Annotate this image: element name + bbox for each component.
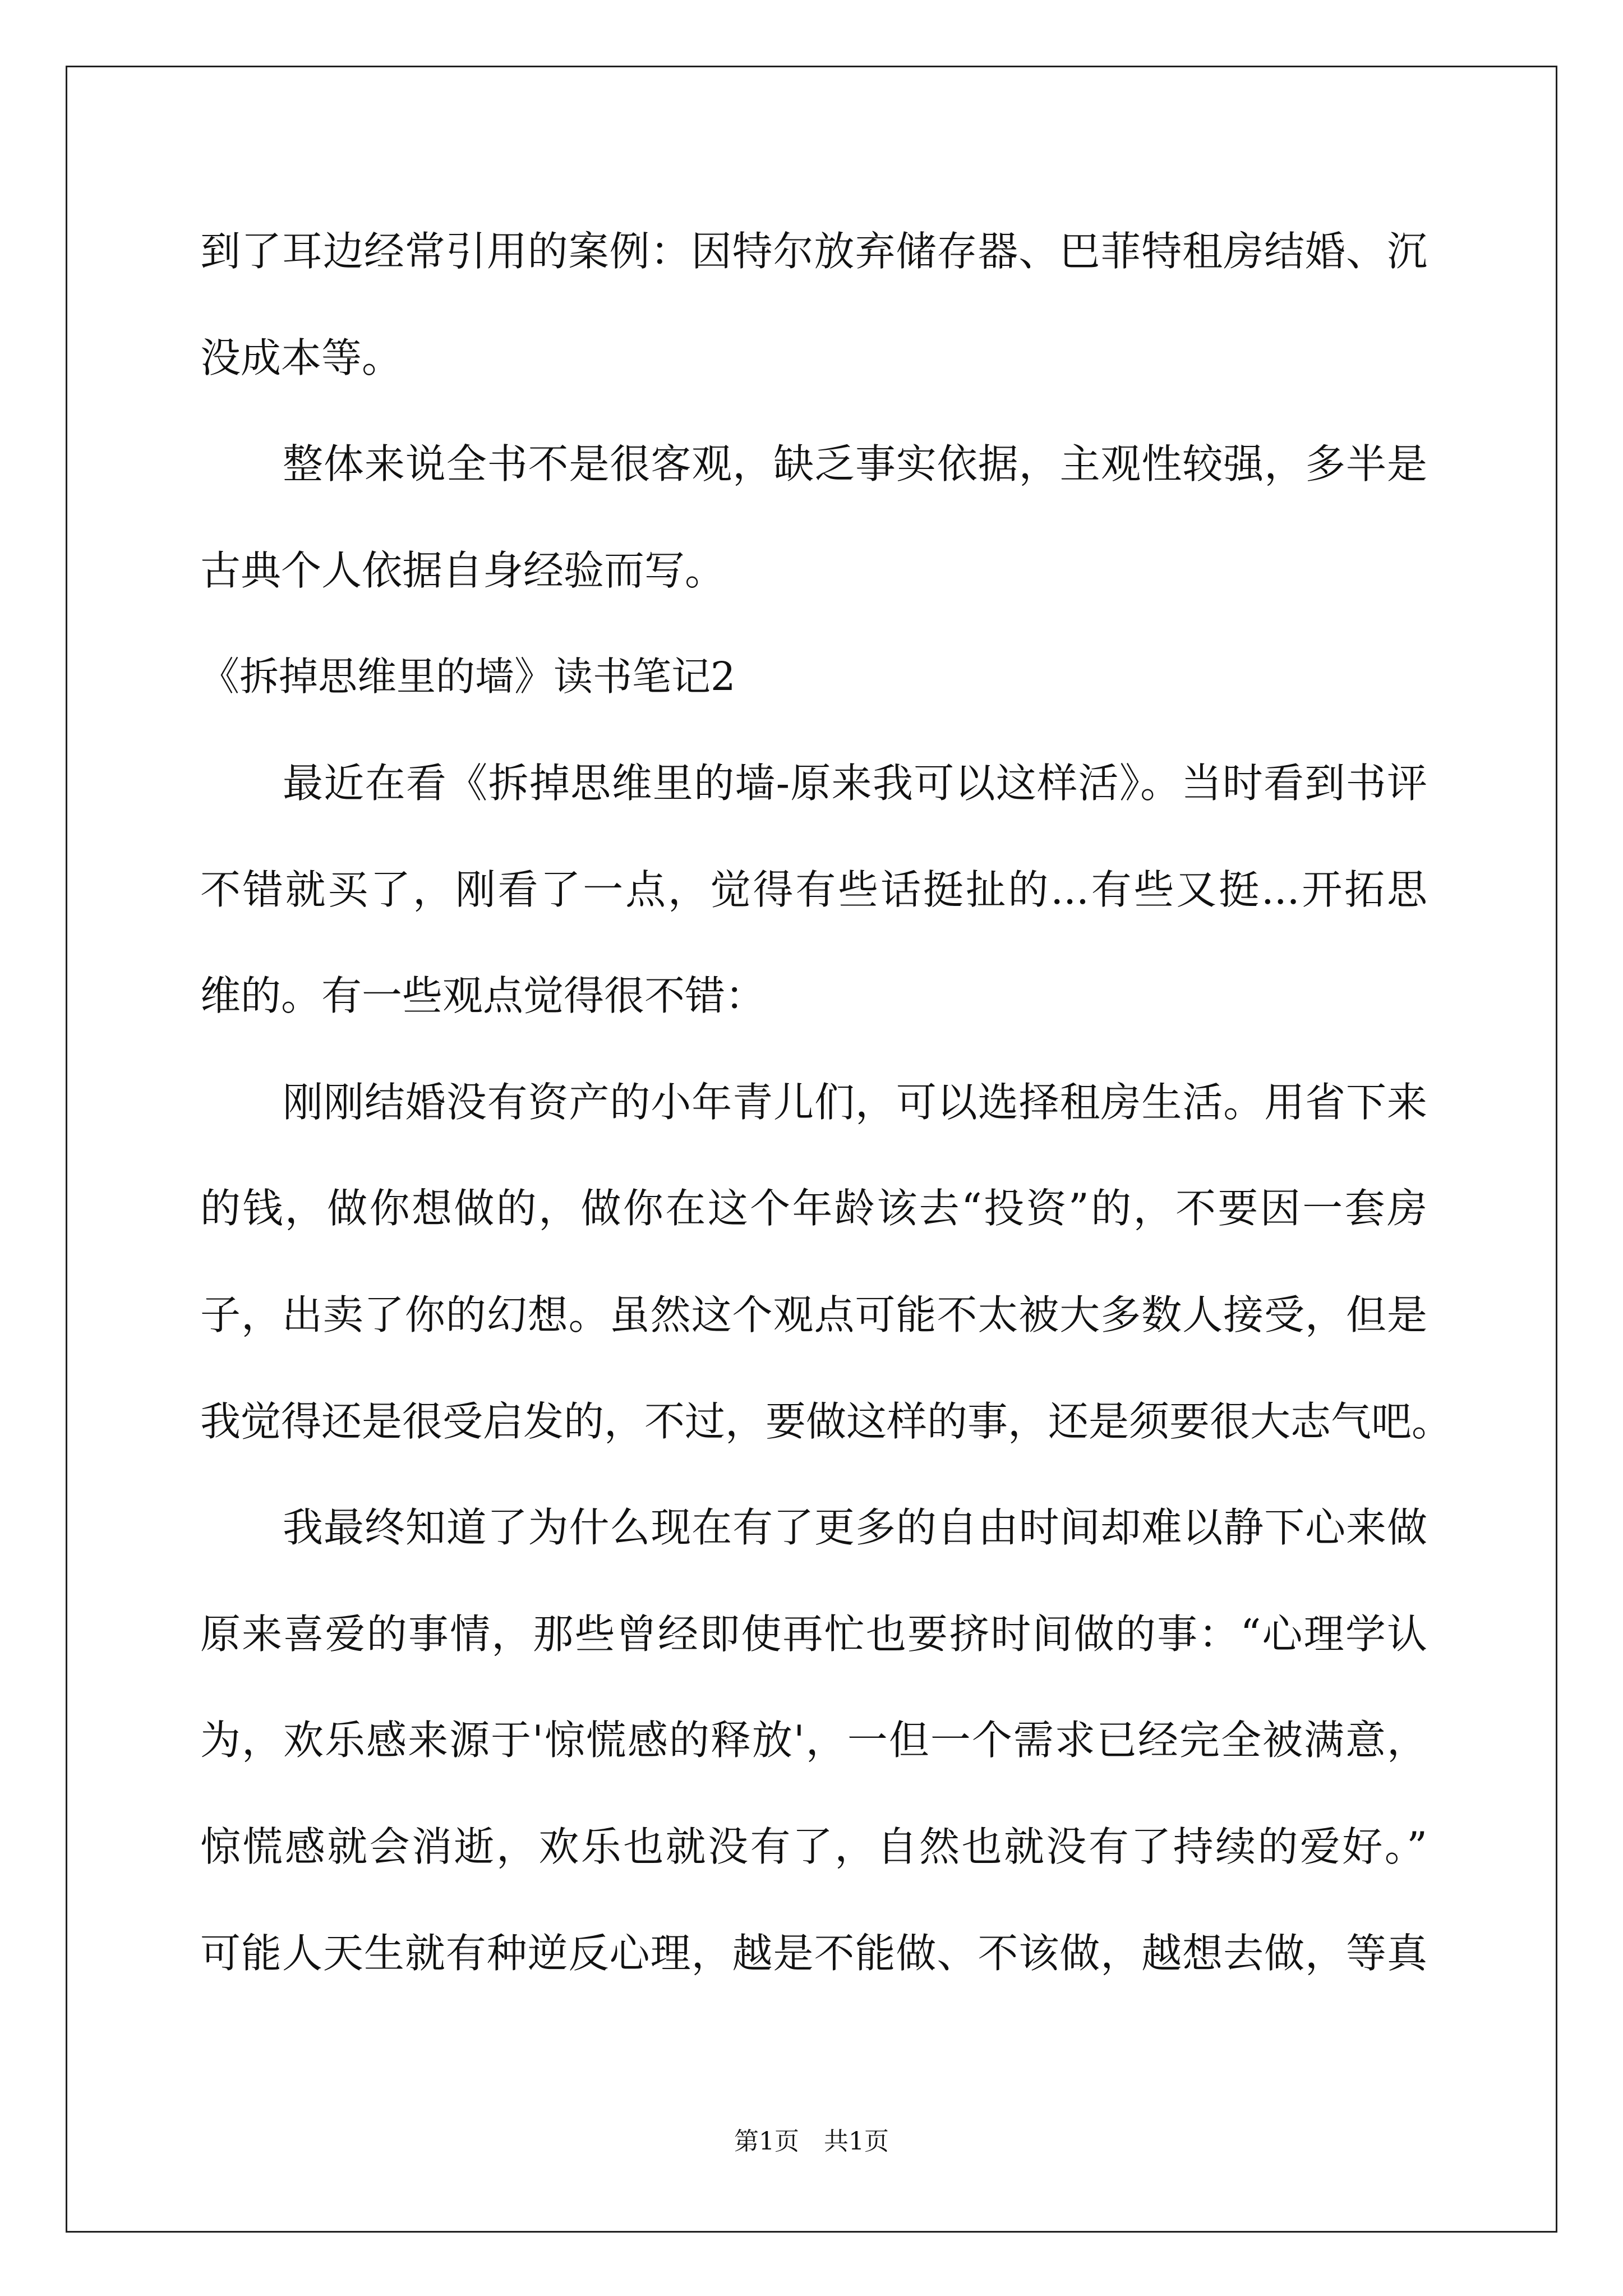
page-total: 共1页 — [824, 2127, 889, 2156]
paragraph — [200, 411, 1427, 624]
text-line: 我觉得还是很受启发的，不过，要做这样的事，还是须要很大志气吧。 — [200, 1397, 1453, 1445]
page-number: 第1页 — [734, 2127, 799, 2156]
text-line: 为，欢乐感来源于'惊慌感的释放'，一但一个需求已经完全被满意， — [200, 1717, 1427, 1764]
text-line: 古典个人依据自身经验而写。 — [200, 546, 726, 594]
text-line: 维的。有一些观点觉得很不错： — [200, 972, 766, 1020]
page-footer — [0, 2126, 1623, 2157]
text-line: 原来喜爱的事情，那些曾经即使再忙也要挤时间做的事：“心理学认 — [200, 1610, 1427, 1658]
paragraph — [200, 730, 1427, 1050]
text-line: 惊慌感就会消逝，欢乐也就没有了，自然也就没有了持续的爱好。” — [200, 1823, 1427, 1870]
section-heading: 《拆掉思维里的墙》读书笔记2 — [200, 654, 736, 700]
text-line: 不错就买了，刚看了一点，觉得有些话挺扯的...有些又挺...开拓思 — [200, 866, 1427, 913]
text-line: 没成本等。 — [200, 334, 403, 381]
document-body — [200, 199, 1453, 2007]
text-line: 子，出卖了你的幻想。虽然这个观点可能不太被大多数人接受，但是 — [200, 1291, 1427, 1338]
paragraph — [200, 199, 1427, 411]
paragraph — [200, 1475, 1427, 2007]
text-line: 刚刚结婚没有资产的小年青儿们，可以选择租房生活。用省下来 — [283, 1078, 1427, 1126]
text-line: 我最终知道了为什么现在有了更多的自由时间却难以静下心来做 — [283, 1504, 1427, 1552]
text-line: 到了耳边经常引用的案例：因特尔放弃储存器、巴菲特租房结婚、沉 — [200, 228, 1427, 275]
text-line: 可能人天生就有种逆反心理，越是不能做、不该做，越想去做，等真 — [200, 1929, 1427, 1977]
text-line: 整体来说全书不是很客观，缺乏事实依据，主观性较强，多半是 — [283, 440, 1427, 488]
text-line: 最近在看《拆掉思维里的墙-原来我可以这样活》。当时看到书评 — [283, 759, 1427, 807]
paragraph — [200, 1050, 1453, 1475]
text-line: 的钱，做你想做的，做你在这个年龄该去“投资”的，不要因一套房 — [200, 1185, 1427, 1232]
